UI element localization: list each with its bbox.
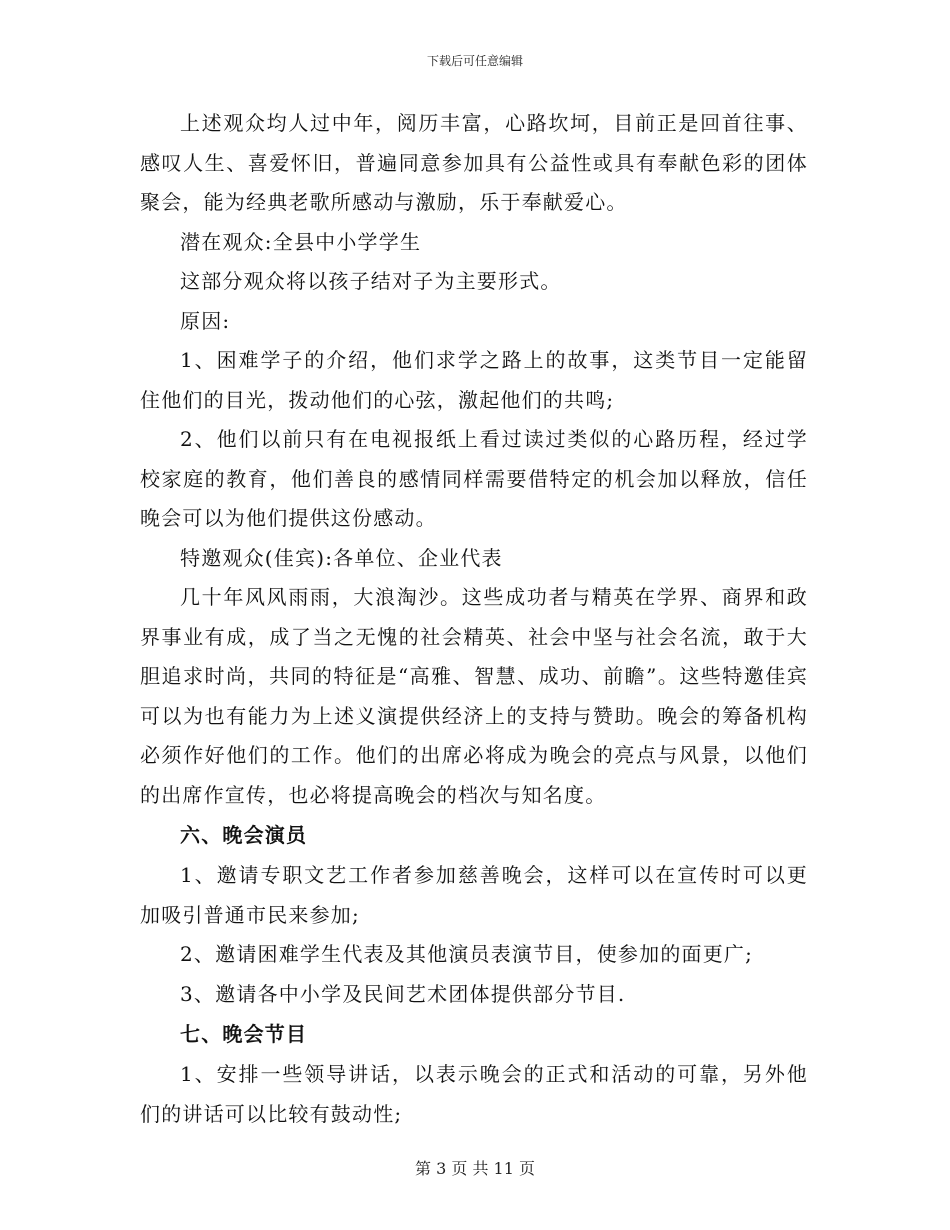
paragraph-reason-label: 原因: <box>180 308 231 333</box>
list-item: 3、邀请各中小学及民间艺术团体提供部分节目. <box>180 981 626 1006</box>
paragraph-pairing-form: 这部分观众将以孩子结对子为主要形式。 <box>180 269 562 293</box>
paragraph-special-guests: 特邀观众(佳宾):各单位、企业代表 <box>180 545 503 570</box>
paragraph-guest-description: 几十年风风雨雨，大浪淘沙。这些成功者与精英在学界、商界和政界事业有成，成了当之无愧的社会精英、社会中坚与社会名流，敢于大胆追求时尚，共同的特征是“高雅、智慧、成功、前瞻”。这些特邀佳宾可以为也有能力为上述义演提供经济上的支持与赞助。晚会的筹备机构必须作好他们的工作。他们的出席必将成为晚会的亮点与风景，以他们的出席作宣传，也必将提高晚会的档次与知名度。 <box>140 585 808 807</box>
list-item: 2、邀请困难学生代表及其他演员表演节目，使参加的面更广; <box>180 942 754 966</box>
list-item: 1、安排一些领导讲话，以表示晚会的正式和活动的可靠，另外他们的讲话可以比较有鼓动性; <box>140 1062 808 1126</box>
section-heading-performers: 六、晚会演员 <box>180 823 308 847</box>
document-body <box>140 104 808 1134</box>
paragraph-reason-1: 1、困难学子的介绍，他们求学之路上的故事，这类节目一定能留住他们的目光，拨动他们的心弦，激起他们的共鸣; <box>140 348 808 412</box>
page-header-note: 下载后可任意编辑 <box>426 54 523 68</box>
paragraph-reason-2: 2、他们以前只有在电视报纸上看过读过类似的心路历程，经过学校家庭的教育，他们善良的感情同样需要借特定的机会加以释放，信任晚会可以为他们提供这份感动。 <box>140 427 808 530</box>
paragraph-audience-description: 上述观众均人过中年，阅历丰富，心路坎坷，目前正是回首往事、感叹人生、喜爱怀旧，普遍同意参加具有公益性或具有奉献色彩的团体聚会，能为经典老歌所感动与激励，乐于奉献爱心。 <box>140 111 808 214</box>
list-item: 1、邀请专职文艺工作者参加慈善晚会，这样可以在宣传时可以更加吸引普通市民来参加; <box>140 863 808 927</box>
paragraph-potential-audience: 潜在观众:全县中小学学生 <box>180 229 422 254</box>
section-heading-program: 七、晚会节目 <box>180 1022 308 1046</box>
page-number: 第 3 页 共 11 页 <box>415 1159 535 1178</box>
